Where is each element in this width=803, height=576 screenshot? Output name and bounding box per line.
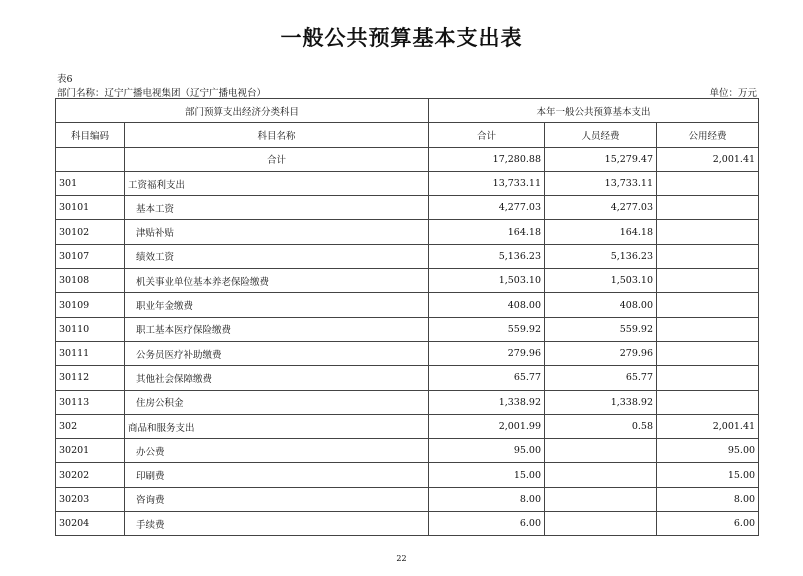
header-code: 科目编码 — [56, 123, 125, 147]
cell-public — [657, 269, 759, 293]
cell-name: 咨询费 — [125, 487, 429, 511]
table-row — [56, 341, 759, 365]
cell-name: 住房公积金 — [125, 390, 429, 414]
cell-name: 绩效工资 — [125, 244, 429, 268]
cell-name: 商品和服务支出 — [125, 414, 429, 438]
cell-personnel: 4,277.03 — [545, 196, 657, 220]
cell-name: 其他社会保障缴费 — [125, 366, 429, 390]
cell-total: 17,280.88 — [429, 147, 545, 171]
cell-public — [657, 220, 759, 244]
cell-public — [657, 293, 759, 317]
cell-public: 2,001.41 — [657, 147, 759, 171]
cell-public: 6.00 — [657, 512, 759, 536]
cell-code: 30112 — [56, 366, 125, 390]
cell-total: 15.00 — [429, 463, 545, 487]
cell-total: 8.00 — [429, 487, 545, 511]
cell-name: 基本工资 — [125, 196, 429, 220]
cell-code: 30111 — [56, 341, 125, 365]
cell-code: 302 — [56, 414, 125, 438]
cell-public — [657, 171, 759, 195]
cell-code: 30110 — [56, 317, 125, 341]
cell-public — [657, 366, 759, 390]
table-row — [56, 463, 759, 487]
cell-total: 95.00 — [429, 439, 545, 463]
cell-name: 手续费 — [125, 512, 429, 536]
total-row — [56, 147, 759, 171]
cell-personnel: 1,338.92 — [545, 390, 657, 414]
cell-name: 印刷费 — [125, 463, 429, 487]
cell-personnel: 1,503.10 — [545, 269, 657, 293]
table-number: 表6 — [57, 74, 73, 85]
cell-total: 6.00 — [429, 512, 545, 536]
header-group-row — [56, 99, 759, 123]
cell-code — [56, 147, 125, 171]
header-total: 合计 — [429, 123, 545, 147]
cell-name: 工资福利支出 — [125, 171, 429, 195]
cell-personnel: 408.00 — [545, 293, 657, 317]
cell-code: 30101 — [56, 196, 125, 220]
table-row — [56, 366, 759, 390]
cell-public: 2,001.41 — [657, 414, 759, 438]
cell-personnel: 15,279.47 — [545, 147, 657, 171]
cell-total: 559.92 — [429, 317, 545, 341]
cell-public: 15.00 — [657, 463, 759, 487]
cell-code: 30109 — [56, 293, 125, 317]
cell-code: 30204 — [56, 512, 125, 536]
cell-total: 1,503.10 — [429, 269, 545, 293]
cell-personnel: 13,733.11 — [545, 171, 657, 195]
header-column-row — [56, 123, 759, 147]
cell-personnel: 0.58 — [545, 414, 657, 438]
cell-total: 408.00 — [429, 293, 545, 317]
cell-name: 合计 — [125, 147, 429, 171]
cell-public — [657, 244, 759, 268]
cell-personnel — [545, 463, 657, 487]
cell-total: 279.96 — [429, 341, 545, 365]
header-group-left: 部门预算支出经济分类科目 — [56, 99, 429, 123]
header-public: 公用经费 — [657, 123, 759, 147]
cell-total: 2,001.99 — [429, 414, 545, 438]
cell-name: 职工基本医疗保险缴费 — [125, 317, 429, 341]
cell-public: 8.00 — [657, 487, 759, 511]
cell-name: 办公费 — [125, 439, 429, 463]
unit-label: 单位：万元 — [709, 88, 757, 99]
cell-personnel — [545, 487, 657, 511]
cell-name: 津贴补贴 — [125, 220, 429, 244]
table-row — [56, 512, 759, 536]
cell-code: 30203 — [56, 487, 125, 511]
cell-name: 机关事业单位基本养老保险缴费 — [125, 269, 429, 293]
cell-code: 30201 — [56, 439, 125, 463]
cell-code: 30107 — [56, 244, 125, 268]
table-row — [56, 171, 759, 195]
table-row — [56, 244, 759, 268]
cell-personnel — [545, 439, 657, 463]
page-title: 一般公共预算基本支出表 — [280, 26, 523, 50]
cell-personnel: 559.92 — [545, 317, 657, 341]
table-row — [56, 196, 759, 220]
table-row — [56, 439, 759, 463]
page-number: 22 — [396, 554, 407, 563]
cell-code: 30108 — [56, 269, 125, 293]
cell-total: 1,338.92 — [429, 390, 545, 414]
cell-total: 5,136.23 — [429, 244, 545, 268]
cell-personnel: 5,136.23 — [545, 244, 657, 268]
header-group-right: 本年一般公共预算基本支出 — [429, 99, 759, 123]
header-personnel: 人员经费 — [545, 123, 657, 147]
cell-name: 职业年金缴费 — [125, 293, 429, 317]
cell-code: 301 — [56, 171, 125, 195]
cell-public: 95.00 — [657, 439, 759, 463]
cell-total: 65.77 — [429, 366, 545, 390]
cell-public — [657, 196, 759, 220]
table-row — [56, 317, 759, 341]
cell-personnel: 279.96 — [545, 341, 657, 365]
cell-name: 公务员医疗补助缴费 — [125, 341, 429, 365]
cell-total: 4,277.03 — [429, 196, 545, 220]
cell-public — [657, 317, 759, 341]
cell-personnel — [545, 512, 657, 536]
table-row — [56, 293, 759, 317]
department-name: 部门名称：辽宁广播电视集团（辽宁广播电视台） — [57, 88, 267, 99]
table-row — [56, 220, 759, 244]
table-row — [56, 414, 759, 438]
cell-personnel: 65.77 — [545, 366, 657, 390]
cell-personnel: 164.18 — [545, 220, 657, 244]
table-row — [56, 390, 759, 414]
table-row — [56, 487, 759, 511]
cell-total: 13,733.11 — [429, 171, 545, 195]
cell-public — [657, 341, 759, 365]
cell-public — [657, 390, 759, 414]
header-name: 科目名称 — [125, 123, 429, 147]
cell-code: 30102 — [56, 220, 125, 244]
budget-table — [55, 98, 759, 536]
table-row — [56, 269, 759, 293]
cell-code: 30113 — [56, 390, 125, 414]
cell-code: 30202 — [56, 463, 125, 487]
cell-total: 164.18 — [429, 220, 545, 244]
